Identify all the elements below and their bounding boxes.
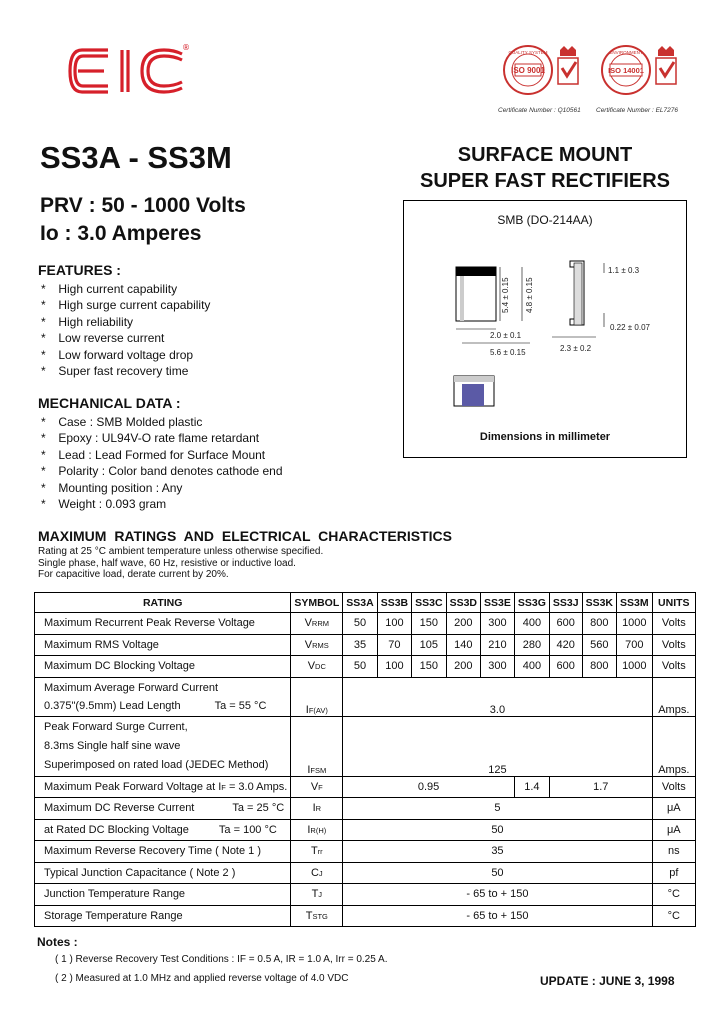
package-diagram-box (403, 200, 687, 458)
table-row: Maximum Peak Forward Voltage at IF = 3.0 Amps. VF 0.95 1.4 1.7 Volts (35, 776, 696, 798)
note-2: ( 2 ) Measured at 1.0 MHz and applied reverse voltage of 4.0 VDC (55, 973, 349, 984)
mechanical-list (38, 414, 283, 512)
col-header: SS3C (412, 593, 446, 613)
headline-super-fast: SUPER FAST RECTIFIERS (419, 170, 671, 192)
table-row: Maximum DC Blocking Voltage VDC 50 100 150 200 300 400 600 800 1000 Volts (35, 656, 696, 678)
io-spec: Io : 3.0 Amperes (40, 222, 202, 245)
table-row: Maximum DC Reverse Current Ta = 25 °C IR 5 μA (35, 798, 696, 820)
smb-package-drawing (404, 201, 686, 457)
iso9001-seal-icon (498, 42, 590, 102)
table-row: Maximum Recurrent Peak Reverse Voltage VRRM 50 100 150 200 300 400 600 800 1000 Volts (35, 613, 696, 635)
col-header: SYMBOL (291, 593, 343, 613)
part-range-title: SS3A - SS3M (40, 140, 232, 175)
col-header: SS3J (549, 593, 582, 613)
table-row: at Rated DC Blocking Voltage Ta = 100 °C IR(H) 50 μA (35, 819, 696, 841)
dim-e: 1.1 ± 0.3 (608, 266, 640, 275)
col-header: SS3G (514, 593, 549, 613)
mechanical-item: * Case : SMB Molded plastic (41, 415, 203, 429)
cert-iso14001-badge (596, 42, 688, 112)
feature-item: * Low reverse current (41, 331, 165, 346)
table-row: Junction Temperature Range TJ - 65 to + 150 °C (35, 884, 696, 906)
table-row: Maximum Reverse Recovery Time ( Note 1 ) Trr 35 ns (35, 841, 696, 863)
col-header: RATING (35, 593, 291, 613)
dim-b: 2.0 ± 0.1 (490, 331, 522, 340)
table-row: Maximum RMS Voltage VRMS 35 70 105 140 210 280 420 560 700 Volts (35, 634, 696, 656)
condition-line: Rating at 25 °C ambient temperature unless otherwise specified. (38, 546, 324, 557)
feature-item: * Low forward voltage drop (41, 347, 194, 362)
package-footer: Dimensions in millimeter (479, 431, 611, 443)
mechanical-item: * Epoxy : UL94V-O rate flame retardant (41, 431, 260, 446)
col-header: SS3M (617, 593, 653, 613)
note-1: ( 1 ) Reverse Recovery Test Conditions : IF = 0.5 A, IR = 1.0 A, Irr = 0.25 A. (55, 954, 388, 965)
table-row: Peak Forward Surge Current, 8.3ms Single half sine wave Superimposed on rated load (JEDEC Method) IFSM 125 Amps. (35, 716, 696, 776)
package-name: SMB (DO-214AA) (497, 213, 593, 227)
dim-c: 5.6 ± 0.15 (490, 348, 526, 357)
cert-iso14001-caption: Certificate Number : EL7276 (596, 107, 679, 114)
condition-line: Single phase, half wave, 60 Hz, resistive or inductive load. (38, 557, 296, 569)
col-header: SS3D (446, 593, 480, 613)
condition-line: For capacitive load, derate current by 20%. (38, 569, 229, 580)
table-row: Storage Temperature Range TSTG - 65 to + 150 °C (35, 905, 696, 927)
dim-d: 4.8 ± 0.15 (525, 277, 534, 313)
feature-item: * Super fast recovery time (41, 364, 189, 379)
ratings-table (34, 592, 696, 927)
eic-logo (64, 40, 194, 102)
cert-iso9001-caption: Certificate Number : Q10561 (498, 107, 581, 114)
notes-title: Notes : (37, 935, 78, 949)
col-header: UNITS (652, 593, 695, 613)
dim-a: 5.4 ± 0.15 (501, 277, 510, 313)
feature-item: * High reliability (41, 314, 134, 329)
svg-text:QUALITY SYSTEM: QUALITY SYSTEM (508, 50, 548, 55)
table-header-row (35, 593, 696, 613)
col-header: SS3B (377, 593, 411, 613)
dim-g: 2.3 ± 0.2 (560, 344, 592, 353)
svg-text:ISO 9001: ISO 9001 (511, 66, 545, 75)
col-header: SS3A (343, 593, 377, 613)
col-header: SS3E (481, 593, 515, 613)
table-row: Typical Junction Capacitance ( Note 2 ) CJ 50 pf (35, 862, 696, 884)
mechanical-item: * Lead : Lead Formed for Surface Mount (41, 447, 266, 462)
svg-text:ENVIRONMENT: ENVIRONMENT (609, 50, 643, 55)
iso14001-seal-icon (596, 42, 688, 102)
table-row: Maximum Average Forward Current 0.375"(9.5mm) Lead Length Ta = 55 °C IF(AV) 3.0 Amps. (35, 677, 696, 716)
mechanical-item: * Polarity : Color band denotes cathode end (41, 464, 283, 479)
svg-text:®: ® (182, 43, 190, 52)
feature-item: * High surge current capability (41, 298, 211, 313)
feature-item: * High current capability (41, 282, 178, 296)
svg-text:ISO 14001: ISO 14001 (608, 66, 644, 75)
notes-section (37, 935, 387, 984)
headline-surface-mount: SURFACE MOUNT (457, 144, 633, 166)
prv-spec: PRV : 50 - 1000 Volts (40, 194, 246, 217)
mechanical-title: MECHANICAL DATA : (38, 395, 181, 411)
features-list (38, 281, 210, 379)
mechanical-item: * Mounting position : Any (41, 480, 183, 495)
ratings-title: MAXIMUM RATINGS AND ELECTRICAL CHARACTERISTICS (38, 528, 452, 544)
mechanical-item: * Weight : 0.093 gram (41, 497, 167, 512)
spec-summary (40, 192, 246, 248)
ratings-conditions (38, 546, 323, 581)
cert-iso9001-badge (498, 42, 590, 112)
col-header: SS3K (582, 593, 616, 613)
update-date: UPDATE : JUNE 3, 1998 (540, 974, 675, 988)
dim-f: 0.22 ± 0.07 (610, 323, 650, 332)
features-title: FEATURES : (38, 262, 121, 278)
